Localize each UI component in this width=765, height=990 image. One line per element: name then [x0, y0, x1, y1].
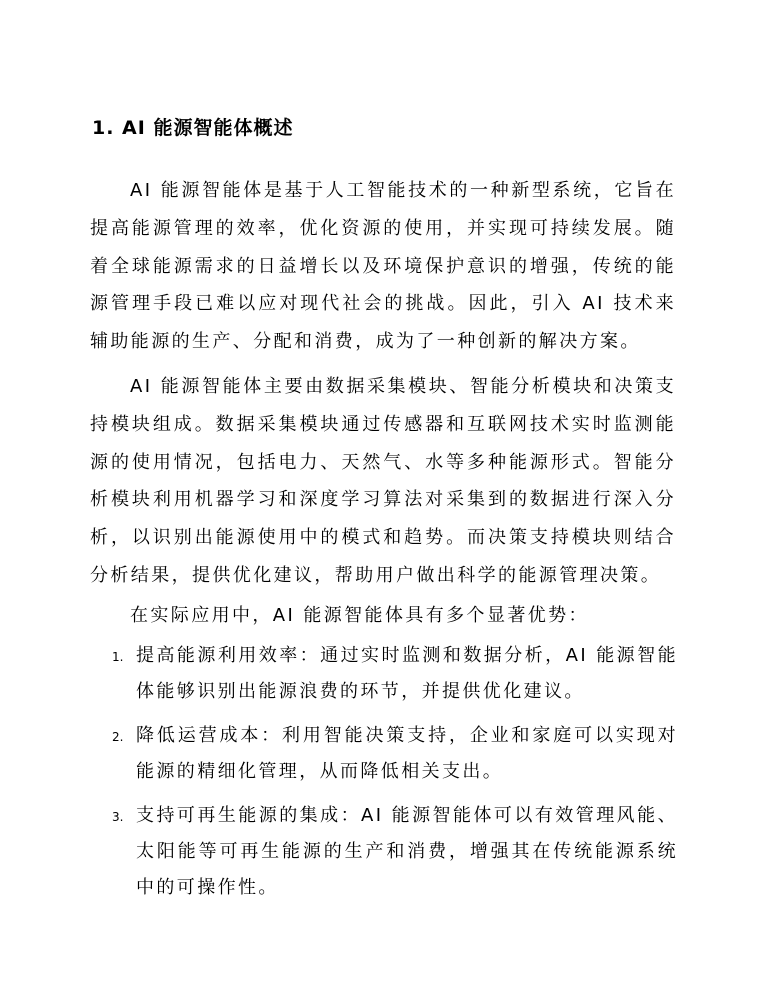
list-item — [0, 798, 678, 906]
list-item-text: 提高能源利用效率：通过实时监测和数据分析，AI 能源智能体能够识别出能源浪费的环节，并提供优化建议。 — [136, 645, 678, 702]
advantages-intro-paragraph: 在实际应用中，AI 能源智能体具有多个显著优势： — [130, 605, 589, 626]
list-item-text: 支持可再生能源的集成：AI 能源智能体可以有效管理风能、太阳能等可再生能源的生产和消费，增强其在传统能源系统中的可操作性。 — [136, 805, 678, 898]
list-item — [0, 718, 678, 790]
list-item-number: 1. — [112, 650, 124, 664]
list-item-number: 3. — [112, 810, 124, 824]
list-item-number: 2. — [112, 730, 124, 744]
intro-paragraph: AI 能源智能体是基于人工智能技术的一种新型系统，它旨在提高能源管理的效率，优化资源的使用，并实现可持续发展。随着全球能源需求的日益增长以及环境保护意识的增强，传统的能源管理手段已难以应对现代社会的挑战。因此，引入 AI 技术来辅助能源的生产、分配和消费，成为了一种创新的解决方案。 — [90, 180, 676, 353]
section-heading: 1. AI 能源智能体概述 — [92, 117, 294, 139]
list-item-text: 降低运营成本：利用智能决策支持，企业和家庭可以实现对能源的精细化管理，从而降低相关支出。 — [136, 725, 678, 782]
modules-paragraph: AI 能源智能体主要由数据采集模块、智能分析模块和决策支持模块组成。数据采集模块通过传感器和互联网技术实时监测能源的使用情况，包括电力、天然气、水等多种能源形式。智能分析模块利用机器学习和深度学习算法对采集到的数据进行深入分析，以识别出能源使用中的模式和趋势。而决策支持模块则结合分析结果，提供优化建议，帮助用户做出科学的能源管理决策。 — [90, 376, 676, 586]
list-item — [0, 638, 678, 710]
